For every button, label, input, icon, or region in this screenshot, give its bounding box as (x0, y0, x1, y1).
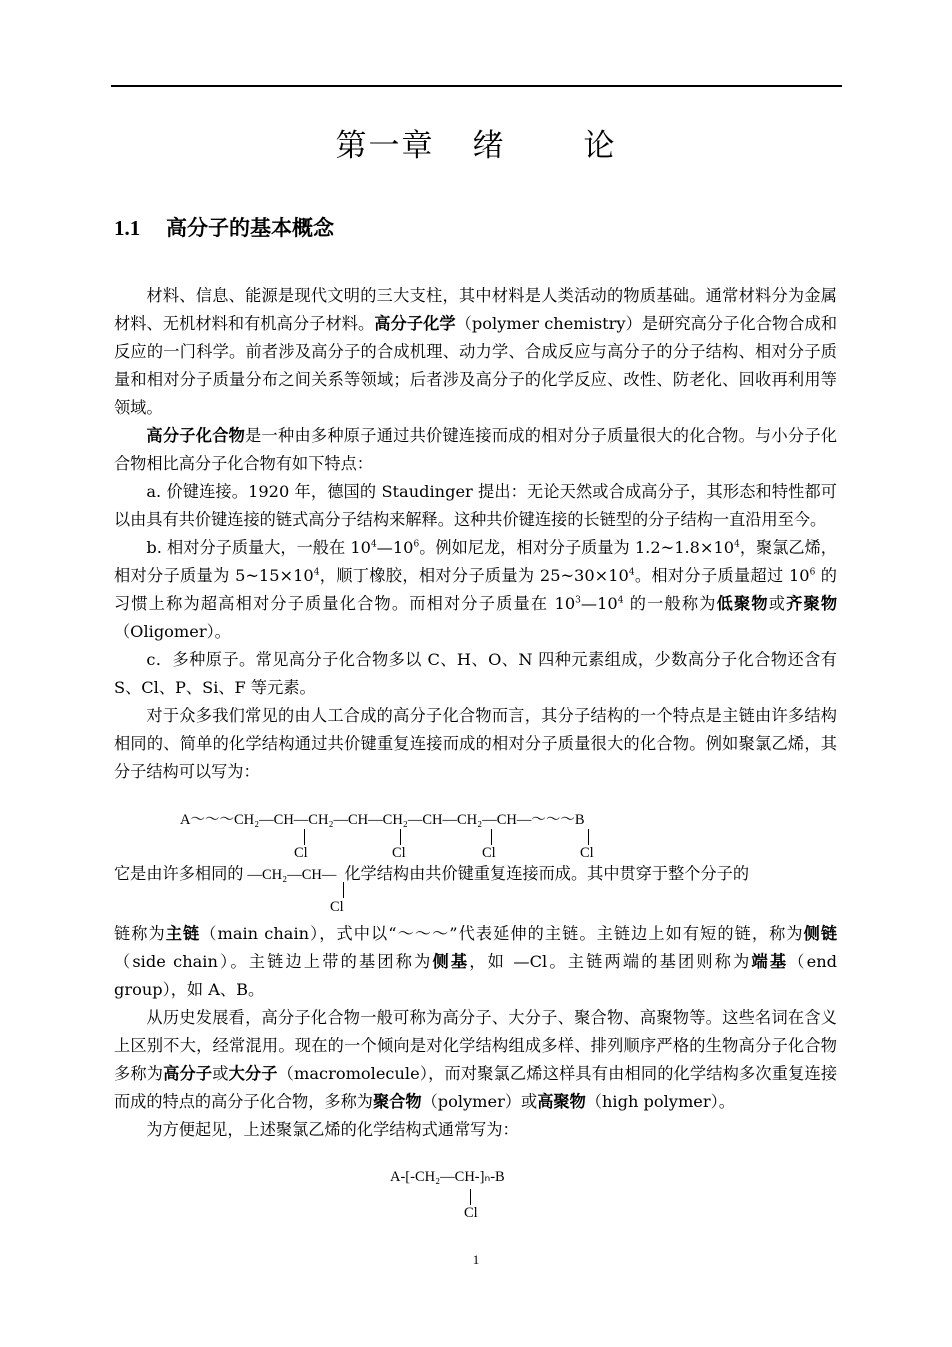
paragraph-main-chain-intro: 对于众多我们常见的由人工合成的高分子化合物而言，其分子结构的一个特点是主链由许多结构相同的、简单的化学结构通过共价键重复连接而成的相对分子质量很大的化合物。例如聚氯乙烯，其分子结构可以写为： (114, 706, 837, 781)
section-title: 高分子的基本概念 (166, 215, 334, 240)
bond-line (343, 882, 344, 898)
paragraph-feature-a: a. 价键连接。1920 年，德国的 Staudinger 提出：无论天然或合成高分子，其形态和特性都可以由具有共价键连接的链式高分子结构来解释。这种共价键连接的长链型的分子结构一直沿用至今。 (114, 482, 837, 529)
repeat-unit-formula: —CH₂—CH— (247, 867, 337, 883)
bond-line (588, 829, 589, 845)
section-heading (114, 212, 334, 242)
chapter-title (0, 120, 952, 165)
chlorine-label: Cl (330, 899, 344, 915)
paragraph-feature-b: b. 相对分子质量大，一般在 $10^4—10^6$。例如尼龙，相对分子质量为 $1.2\sim 1.8\times 10^4$，聚氯乙烯，相对分子质量为 $5\sim 15\times 10^4$，顺丁橡胶，相对分子质量为 $25\sim 30\times 10^4$。相对分子质量超过 $10^6$ 的习惯上称为超高相对分子质量化合物。而相对分子质量在 $10^3—10^4$ 的一般称为低聚物或齐聚物（Oligomer）。 (114, 538, 838, 641)
repeat-unit-text-before: 它是由许多相同的 (114, 864, 244, 883)
paragraph-feature-c: c．多种原子。常见高分子化合物多以 C、H、O、N 四种元素组成，少数高分子化合物还含有 S、Cl、P、Si、F 等元素。 (114, 650, 837, 697)
bond-line (491, 829, 492, 845)
chapter-number: 第一章 (335, 128, 435, 164)
paragraph-chain-terms: 链称为主链（main chain），式中以“～～～”代表延伸的主链。主链边上如有短的链，称为侧链（side chain）。主链边上带的基团称为侧基，如 —Cl。主链两端的基团则称为端基（end group），如 A、B。 (114, 924, 838, 999)
paragraph-definition: 高分子化合物是一种由多种原子通过共价键连接而成的相对分子质量很大的化合物。与小分子化合物相比高分子化合物有如下特点： (114, 426, 838, 473)
bond-line (470, 1189, 471, 1205)
chapter-word-1: 绪 (472, 128, 506, 164)
chlorine-label: Cl (392, 845, 406, 861)
body-text-1 (114, 282, 837, 786)
body-repeat-unit-line (114, 860, 837, 889)
bond-line (400, 829, 401, 845)
chlorine-label: Cl (482, 845, 496, 861)
paragraph-history: 从历史发展看，高分子化合物一般可称为高分子、大分子、聚合物、高聚物等。这些名词在含义上区别不大，经常混用。现在的一个倾向是对化学结构组成多样、排列顺序严格的生物高分子化合物多称为高分子或大分子（macromolecule），而对聚氯乙烯这样具有由相同的化学结构多次重复连接而成的特点的高分子化合物，多称为聚合物（polymer）或高聚物（high polymer）。 (114, 1008, 838, 1111)
chapter-word-2: 论 (583, 128, 617, 164)
pvc-chain-formula: A～～～CH₂—CH—CH₂—CH—CH₂—CH—CH₂—CH—～～～B (180, 812, 585, 828)
chlorine-label: Cl (464, 1205, 478, 1221)
pvc-repeat-formula: A-[-CH₂—CH-]ₙ-B (390, 1169, 505, 1185)
section-number: 1.1 (114, 216, 141, 240)
body-text-2 (114, 920, 837, 1144)
chlorine-label: Cl (580, 845, 594, 861)
paragraph-convenience: 为方便起见，上述聚氯乙烯的化学结构式通常写为： (146, 1120, 519, 1139)
chlorine-label: Cl (294, 845, 308, 861)
paragraph-materials: 材料、信息、能源是现代文明的三大支柱，其中材料是人类活动的物质基础。通常材料分为金属材料、无机材料和有机高分子材料。高分子化学（polymer chemistry）是研究高分子化合物合成和反应的一门科学。前者涉及高分子的合成机理、动力学、合成反应与高分子的分子结构、相对分子质量和相对分子质量分布之间关系等领域；后者涉及高分子的化学反应、改性、防老化、回收再利用等领域。 (114, 286, 838, 417)
repeat-unit-text-after: 化学结构由共价键重复连接而成。其中贯穿于整个分子的 (344, 864, 750, 883)
bond-line (304, 829, 305, 845)
header-rule (111, 85, 842, 87)
page-number: 1 (472, 1252, 480, 1267)
